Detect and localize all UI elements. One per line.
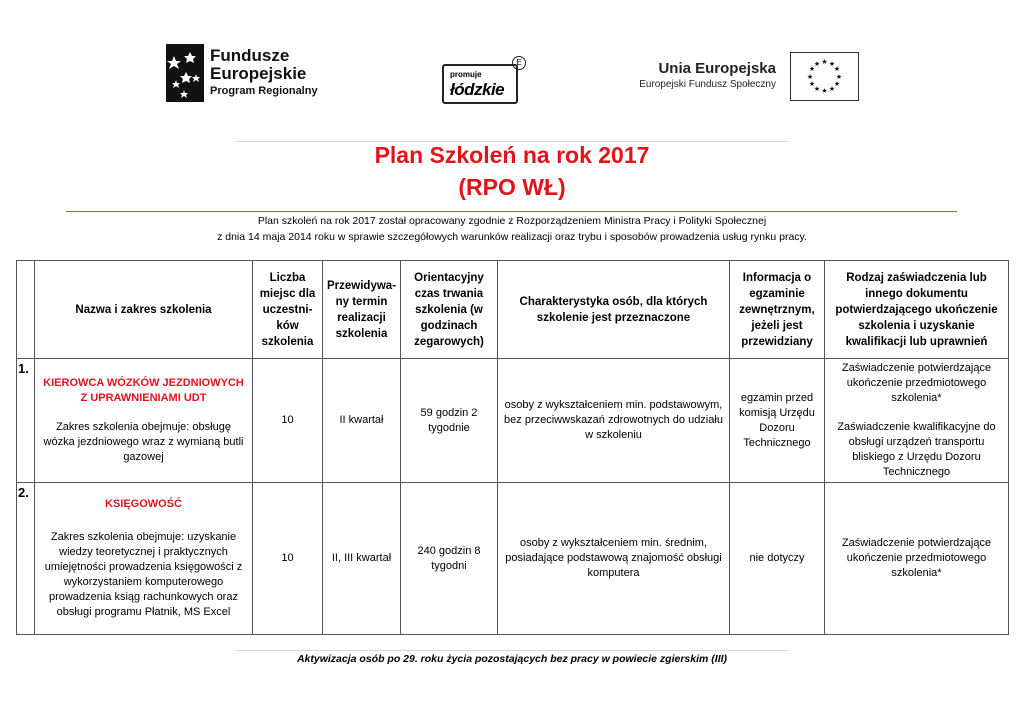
svg-text:★: ★ <box>808 80 816 88</box>
lodzkie-big-text: łódzkie <box>450 80 505 99</box>
header-places: Liczba miejsc dla uczestni-ków szkolenia <box>253 261 323 359</box>
table-row <box>17 359 1009 483</box>
fe-line1: Fundusze <box>210 46 290 65</box>
header-name: Nazwa i zakres szkolenia <box>35 261 253 359</box>
header-term: Przewidywa-ny termin realizacji szkolenia <box>323 261 401 359</box>
ue-subtitle: Europejski Fundusz Społeczny <box>639 79 776 90</box>
certificate-cell <box>825 359 1009 483</box>
table-header-row <box>17 261 1009 359</box>
fundusze-europejskie-logo <box>166 44 336 102</box>
svg-text:★: ★ <box>828 60 836 68</box>
fe-line3: Program Regionalny <box>210 85 318 97</box>
page-title: Plan Szkoleń na rok 2017 <box>374 142 650 168</box>
table-row <box>17 483 1009 635</box>
course-cell <box>35 359 253 483</box>
title-underline <box>66 211 957 212</box>
term-cell: II kwartał <box>323 359 401 483</box>
exam-cell: egzamin przed komisją Urzędu Dozoru Technicznego <box>730 359 825 483</box>
target-cell: osoby z wykształceniem min. podstawowym, bez przeciwwskazań zdrowotnych do udziału w szkoleniu <box>498 359 730 483</box>
certificate-cell <box>825 483 1009 635</box>
places-cell: 10 <box>253 359 323 483</box>
svg-text:★: ★ <box>833 80 841 88</box>
course-name: KIEROWCA WÓZKÓW JEZDNIOWYCH Z UPRAWNIENIAMI UDT <box>43 377 244 404</box>
svg-text:★: ★ <box>828 85 836 93</box>
svg-text:★: ★ <box>813 60 821 68</box>
duration-cell: 240 godzin 8 tygodni <box>401 483 498 635</box>
intro-line-2: z dnia 14 maja 2014 roku w sprawie szczegółowych warunków realizacji oraz trybu i sposobów prowadzenia usług rynku pracy. <box>217 231 807 243</box>
certificate-1: Zaświadczenie potwierdzające ukończenie przedmiotowego szkolenia* <box>841 362 992 404</box>
fe-line2: Europejskie <box>210 64 307 83</box>
course-cell <box>35 483 253 635</box>
row-number: 1. <box>17 359 35 483</box>
header-duration: Orientacyjny czas trwania szkolenia (w godzinach zegarowych) <box>401 261 498 359</box>
header-exam: Informacja o egzaminie zewnętrznym, jeżeli jest przewidziany <box>730 261 825 359</box>
promuje-lodzkie-logo <box>442 56 524 102</box>
certificate-1: Zaświadczenie potwierdzające ukończenie przedmiotowego szkolenia* <box>841 537 992 579</box>
svg-text:★: ★ <box>835 73 843 81</box>
header-num <box>17 261 35 359</box>
unia-europejska-text <box>634 60 776 90</box>
svg-text:★: ★ <box>806 73 814 81</box>
target-cell: osoby z wykształceniem min. średnim, posiadające podstawową znajomość obsługi komputera <box>498 483 730 635</box>
footer-note: Aktywizacja osób po 29. roku życia pozostających bez pracy w powiecie zgierskim (III) <box>296 653 728 665</box>
page-subtitle: (RPO WŁ) <box>458 174 566 200</box>
header-certificate: Rodzaj zaświadczenia lub innego dokumentu potwierdzającego ukończenie szkolenia i uzyskanie kwalifikacji lub uprawnień <box>825 261 1009 359</box>
svg-text:★: ★ <box>821 58 828 66</box>
certificate-2: Zaświadczenie kwalifikacyjne do obsługi urządzeń transportu bliskiego z Urzędu Dozoru Technicznego <box>837 421 996 478</box>
places-cell: 10 <box>253 483 323 635</box>
row-number: 2. <box>17 483 35 635</box>
term-cell: II, III kwartał <box>323 483 401 635</box>
course-scope: Zakres szkolenia obejmuje: uzyskanie wiedzy teoretycznej i praktycznych umiejętności prowadzenia księgowości z wykorzystaniem komputerowego prowadzenia ksiąg rachunkowych oraz obsługi programu Płatnik, MS Excel <box>44 531 243 618</box>
training-plan-table <box>16 260 1009 635</box>
header-target: Charakterystyka osób, dla których szkolenie jest przeznaczone <box>498 261 730 359</box>
course-scope: Zakres szkolenia obejmuje: obsługę wózka jezdniowego wraz z wymianą butli gazowej <box>43 421 244 463</box>
fe-stars-icon <box>166 44 204 102</box>
footer-divider <box>236 650 788 651</box>
svg-text:★: ★ <box>833 65 841 73</box>
euro-mark-icon: E <box>512 56 526 70</box>
svg-text:★: ★ <box>808 65 816 73</box>
intro-line-1: Plan szkoleń na rok 2017 został opracowany zgodnie z Rozporządzeniem Ministra Pracy i Polityki Społecznej <box>257 215 767 227</box>
svg-text:★: ★ <box>813 85 821 93</box>
svg-text:★: ★ <box>821 87 828 95</box>
exam-cell: nie dotyczy <box>730 483 825 635</box>
duration-cell: 59 godzin 2 tygodnie <box>401 359 498 483</box>
eu-flag-icon <box>790 52 859 101</box>
course-name: KSIĘGOWOŚĆ <box>104 498 182 510</box>
fe-logo-text <box>210 47 318 99</box>
lodzkie-frame <box>442 64 518 104</box>
lodzkie-small-text: promuje <box>450 70 482 79</box>
ue-title: Unia Europejska <box>658 60 776 77</box>
